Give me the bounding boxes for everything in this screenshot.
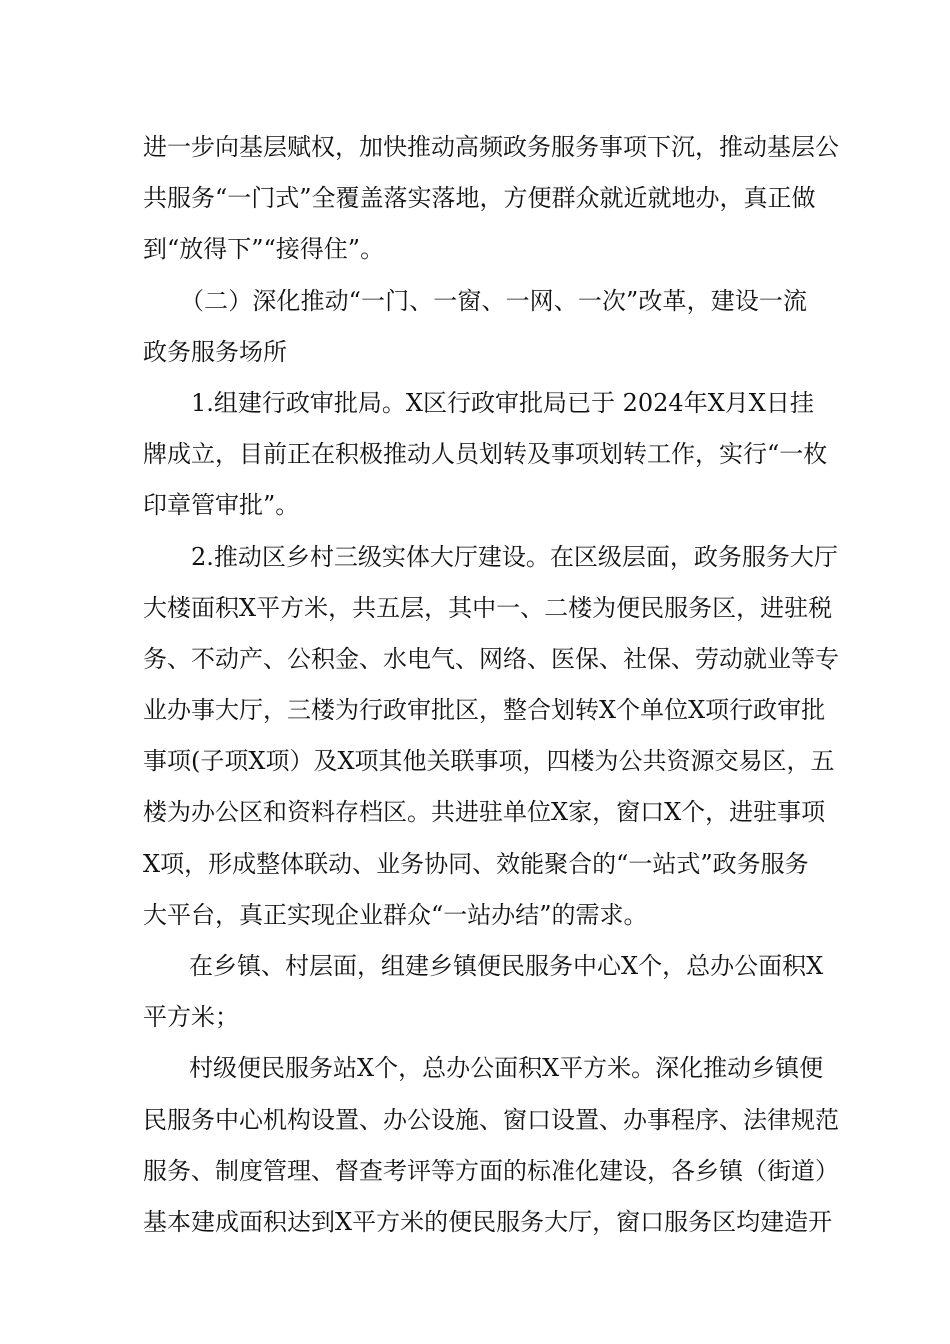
text-line: 大楼面积X平方米，共五层，其中一、二楼为便民服务区，进驻税	[143, 593, 833, 622]
text-line: X项，形成整体联动、业务协同、效能聚合的“一站式”政务服务	[143, 849, 809, 878]
text-line: 共服务“一门式”全覆盖落实落地，方便群众就近就地办，真正做	[143, 184, 816, 213]
document-body	[143, 122, 839, 1248]
text-line: 2.推动区乡村三级实体大厅建设。在区级层面，政务服务大厅	[191, 542, 838, 571]
text-line: 务、不动产、公积金、水电气、网络、医保、社保、劳动就业等专	[143, 644, 839, 673]
text-line: 民服务中心机构设置、办公设施、窗口设置、办事程序、法律规范	[143, 1105, 839, 1134]
text-line: 基本建成面积达到X平方米的便民服务大厅，窗口服务区均建造开	[143, 1207, 833, 1236]
text-line: 牌成立，目前正在积极推动人员划转及事项划转工作，实行“一枚	[143, 440, 828, 469]
text-line: 印章管审批”。	[143, 491, 300, 520]
text-line: 服务、制度管理、督查考评等方面的标准化建设，各乡镇（街道）	[143, 1156, 839, 1185]
text-line: 1.组建行政审批局。X区行政审批局已于 2024年X月X日挂	[191, 388, 814, 417]
text-line: 事项(子项X项）及X项其他关联事项，四楼为公共资源交易区，五	[143, 747, 835, 776]
text-line: 在乡镇、村层面，组建乡镇便民服务中心X个，总办公面积X	[189, 952, 824, 980]
text-line: 村级便民服务站X个，总办公面积X平方米。深化推动乡镇便	[189, 1054, 824, 1083]
text-line: 大平台，真正实现企业群众“一站办结”的需求。	[143, 900, 648, 929]
text-line: 到“放得下”“接得住”。	[143, 235, 385, 264]
section-heading-line: （二）深化推动“一门、一窗、一网、一次”改革，建设一流	[180, 286, 807, 315]
text-line: 平方米；	[143, 1003, 239, 1032]
section-heading-line: 政务服务场所	[143, 337, 287, 366]
text-line: 进一步向基层赋权，加快推动高频政务服务事项下沉，推动基层公	[143, 133, 839, 161]
text-line: 业办事大厅，三楼为行政审批区，整合划转X个单位X项行政审批	[143, 696, 826, 725]
text-line: 楼为办公区和资料存档区。共进驻单位X家，窗口X个，进驻事项	[143, 798, 826, 827]
